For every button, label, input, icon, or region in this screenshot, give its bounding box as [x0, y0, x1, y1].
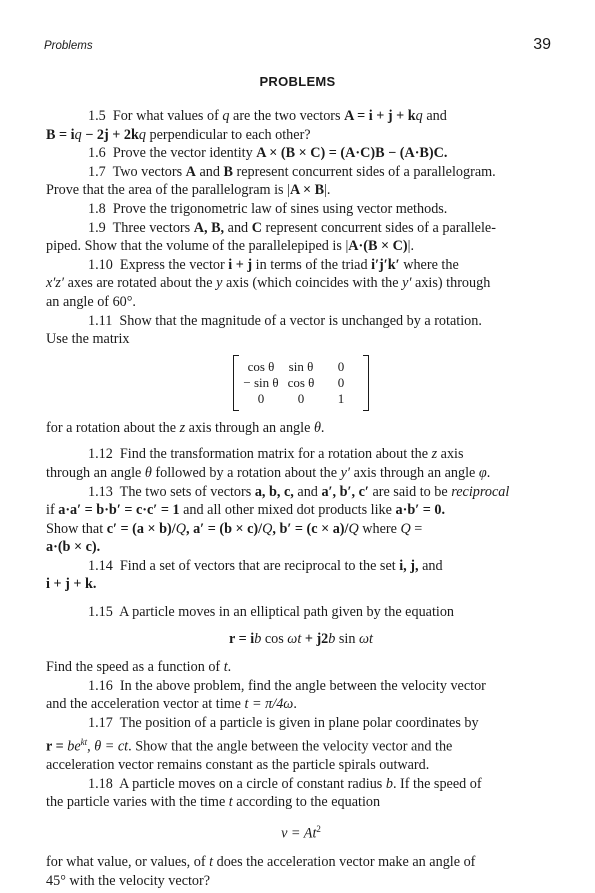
problem-1-11-line2: Use the matrix [46, 331, 130, 348]
problem-1-10: 1.10 Express the vector i + j in terms of the triad i′j′k′ where the [88, 256, 459, 273]
section-title: PROBLEMS [259, 74, 336, 89]
problem-1-18-line2: the particle varies with the time t according to the equation [46, 794, 381, 811]
problem-1-15: 1.15 A particle moves in an elliptical path given by the equation [88, 604, 455, 621]
problem-1-5: 1.5 For what values of q are the two vectors A = i + j + kq and [88, 108, 447, 124]
problem-1-10-line3: an angle of 60°. [46, 293, 136, 310]
problem-1-18-after-line2: 45° with the velocity vector? [46, 872, 211, 889]
problem-1-16-line2: and the acceleration vector at time t = π/4ω. [46, 696, 297, 713]
problem-1-18-after: for what value, or values, of t does the acceleration vector make an angle of [46, 854, 476, 871]
problem-1-7-line2: Prove that the area of the parallelogram is |A × B|. [46, 182, 331, 199]
matrix-row: cos θ sin θ 0 [247, 358, 345, 374]
running-title: Problems [44, 40, 93, 52]
spacer [46, 594, 556, 603]
problem-1-12: 1.12 Find the transformation matrix for a rotation about the z axis [88, 446, 464, 463]
problem-1-12-line2: through an angle θ followed by a rotation about the y′ axis through an angle φ. [46, 464, 491, 481]
problem-1-7: 1.7 Two vectors A and B represent concurrent sides of a parallelogram. [88, 163, 496, 180]
equation-ellipse: r = ib cos ωt + j2b sin ωt [229, 630, 373, 647]
problem-1-13-line4: a·(b × c). [46, 539, 101, 556]
problem-1-13-line3: Show that c′ = (a × b)/Q, a′ = (b × c)/Q, b′ = (c × a)/Q where Q = [46, 520, 423, 537]
rotation-matrix [233, 355, 369, 411]
problem-1-17: 1.17 The position of a particle is given in plane polar coordinates by [88, 715, 479, 732]
problem-1-13: 1.13 The two sets of vectors a, b, c, and a′, b′, c′ are said to be reciprocal [88, 483, 510, 500]
problem-1-15-after: Find the speed as a function of t. [46, 659, 232, 676]
problem-1-17-line3: acceleration vector remains constant as the particle spirals outward. [46, 756, 430, 773]
matrix-row: 0 0 1 [257, 390, 345, 406]
problem-1-13-line2: if a·a′ = b·b′ = c·c′ = 1 and all other mixed dot products like a·b′ = 0. [46, 502, 446, 519]
problem-1-17-line2: $r = be^{kt}$, θ = ct. Show that the angle between the velocity vector and the [46, 736, 453, 755]
problems-body [46, 107, 556, 890]
equation-speed: $v = At^2$ [281, 823, 321, 842]
problem-1-11-after: for a rotation about the z axis through an angle θ. [46, 419, 325, 436]
problem-1-9-line2: piped. Show that the volume of the parallelepiped is |A·(B × C)|. [46, 238, 414, 255]
problem-1-14: 1.14 Find a set of vectors that are reciprocal to the set i, j, and [88, 557, 443, 574]
problem-1-18: 1.18 A particle moves on a circle of constant radius b. If the speed of [88, 775, 482, 792]
problem-1-16: 1.16 In the above problem, find the angle between the velocity vector [88, 677, 486, 694]
matrix-row: − sin θ cos θ 0 [243, 374, 345, 390]
problem-1-5-line2: B = iq − 2j + 2kq perpendicular to each other? [46, 126, 311, 143]
problem-1-6: 1.6 Prove the vector identity A × (B × C) = (A·C)B − (A·B)C. [88, 145, 448, 162]
page-number: 39 [533, 36, 551, 53]
problem-1-10-line2: x′z′ axes are rotated about the y axis (which coincides with the y′ axis) through [46, 275, 491, 292]
problem-1-8: 1.8 Prove the trigonometric law of sines using vector methods. [88, 200, 448, 217]
spacer [46, 437, 556, 445]
problem-1-14-line2: i + j + k. [46, 576, 97, 593]
problem-1-11: 1.11 Show that the magnitude of a vector is unchanged by a rotation. [88, 312, 482, 329]
problem-1-9: 1.9 Three vectors A, B, and C represent concurrent sides of a parallele- [88, 219, 496, 236]
